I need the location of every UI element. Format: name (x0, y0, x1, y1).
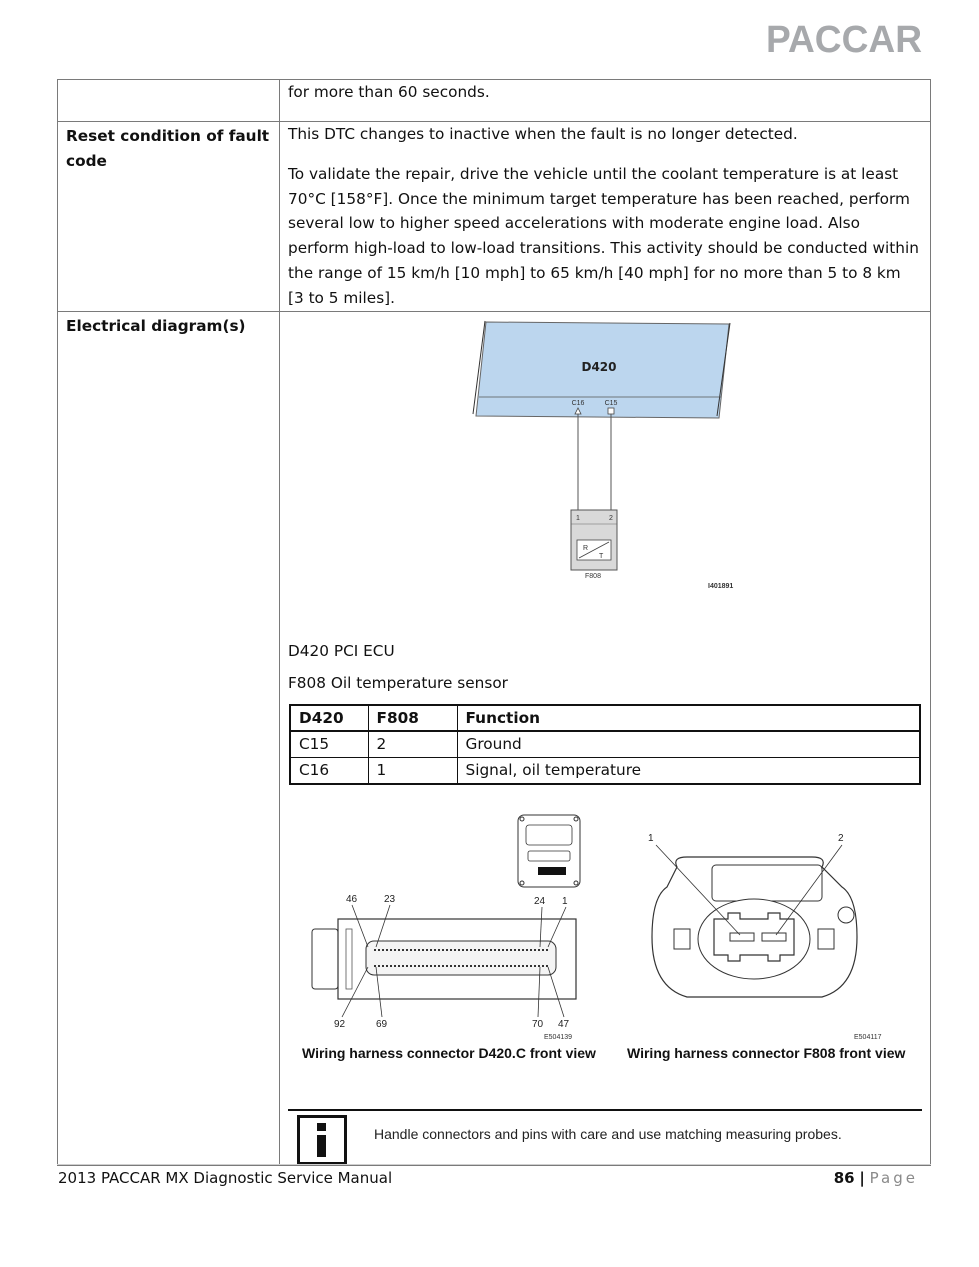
svg-text:R: R (583, 544, 589, 552)
wiring-schematic (471, 312, 756, 602)
footer-divider (57, 1164, 931, 1165)
note-text: Handle connectors and pins with care and use matching measuring probes. (374, 1125, 842, 1142)
pin-table-header (290, 705, 920, 732)
legend-d420: D420 PCI ECU (288, 641, 395, 660)
table-row (58, 311, 931, 1165)
connector-d420-ref: E504139 (544, 1033, 573, 1039)
pin-table (289, 704, 921, 785)
reset-paragraph-1: This DTC changes to inactive when the fault is no longer detected. (288, 125, 798, 143)
ecu-label: D420 (581, 359, 617, 374)
svg-text:T: T (599, 552, 604, 560)
header-f808: F808 (368, 705, 457, 732)
svg-text:1: 1 (562, 895, 568, 907)
connector-d420-caption: Wiring harness connector D420.C front view (302, 1044, 596, 1061)
figure-ref: I401891 (708, 582, 734, 590)
svg-text:2: 2 (838, 832, 844, 844)
svg-text:46: 46 (346, 893, 358, 905)
page-number: 86 (833, 1169, 855, 1187)
header-function: Function (457, 705, 920, 732)
svg-text:70: 70 (532, 1018, 544, 1030)
page-word: Page (869, 1169, 918, 1187)
svg-text:69: 69 (376, 1018, 388, 1030)
row-label-empty (58, 80, 280, 122)
svg-text:24: 24 (534, 895, 546, 907)
pin-c15-marker (608, 408, 614, 414)
sensor-label: F808 (585, 572, 601, 580)
footer-title: 2013 PACCAR MX Diagnostic Service Manual (58, 1169, 393, 1187)
dtc-table (57, 79, 931, 1166)
reset-paragraph-2: To validate the repair, drive the vehicle until the coolant temperature is at least 70°C [158°F]. Once the minimum target temperature has been reached, perform several low to higher speed accelerations with moderate engine load. Also perform high-load to low-load transitions. This activity should be conducted within the range of 15 km/h [10 mph] to 65 km/h [40 mph] for no more than 5 to 8 km [3 to 5 miles]. (288, 164, 919, 307)
table-row: C16 1 Signal, oil temperature (290, 758, 920, 784)
connector-f808-caption: Wiring harness connector F808 front view (627, 1044, 906, 1061)
table-row (58, 80, 931, 122)
note-divider (288, 1109, 922, 1111)
connector-f808-ref: E504117 (854, 1033, 882, 1039)
table-row (58, 122, 931, 312)
condition-continued: for more than 60 seconds. (280, 80, 931, 122)
table-row: C15 2 Ground (290, 731, 920, 757)
reset-condition-text (280, 122, 931, 312)
electrical-diagram-label: Electrical diagram(s) (58, 311, 280, 1165)
sensor-pin2-label: 2 (609, 514, 613, 522)
legend-f808: F808 Oil temperature sensor (288, 673, 508, 692)
header-d420: D420 (290, 705, 368, 732)
paccar-logo (766, 20, 924, 56)
svg-text:92: 92 (334, 1018, 346, 1030)
svg-text:PACCAR: PACCAR (766, 20, 922, 56)
pin-c16-label: C16 (571, 399, 585, 407)
reset-condition-label: Reset condition of fault code (58, 122, 280, 312)
sensor-pin1-label: 1 (576, 514, 580, 522)
footer-page (834, 1169, 918, 1187)
page-separator: | (859, 1169, 865, 1187)
electrical-diagram-cell (280, 311, 931, 1165)
pin-c15-label: C15 (604, 399, 618, 407)
svg-text:47: 47 (558, 1018, 570, 1030)
connector-f808-drawing (632, 827, 902, 1039)
svg-text:23: 23 (384, 893, 396, 905)
info-icon (297, 1115, 347, 1165)
connector-d420-drawing (294, 807, 594, 1039)
svg-text:1: 1 (648, 832, 654, 844)
